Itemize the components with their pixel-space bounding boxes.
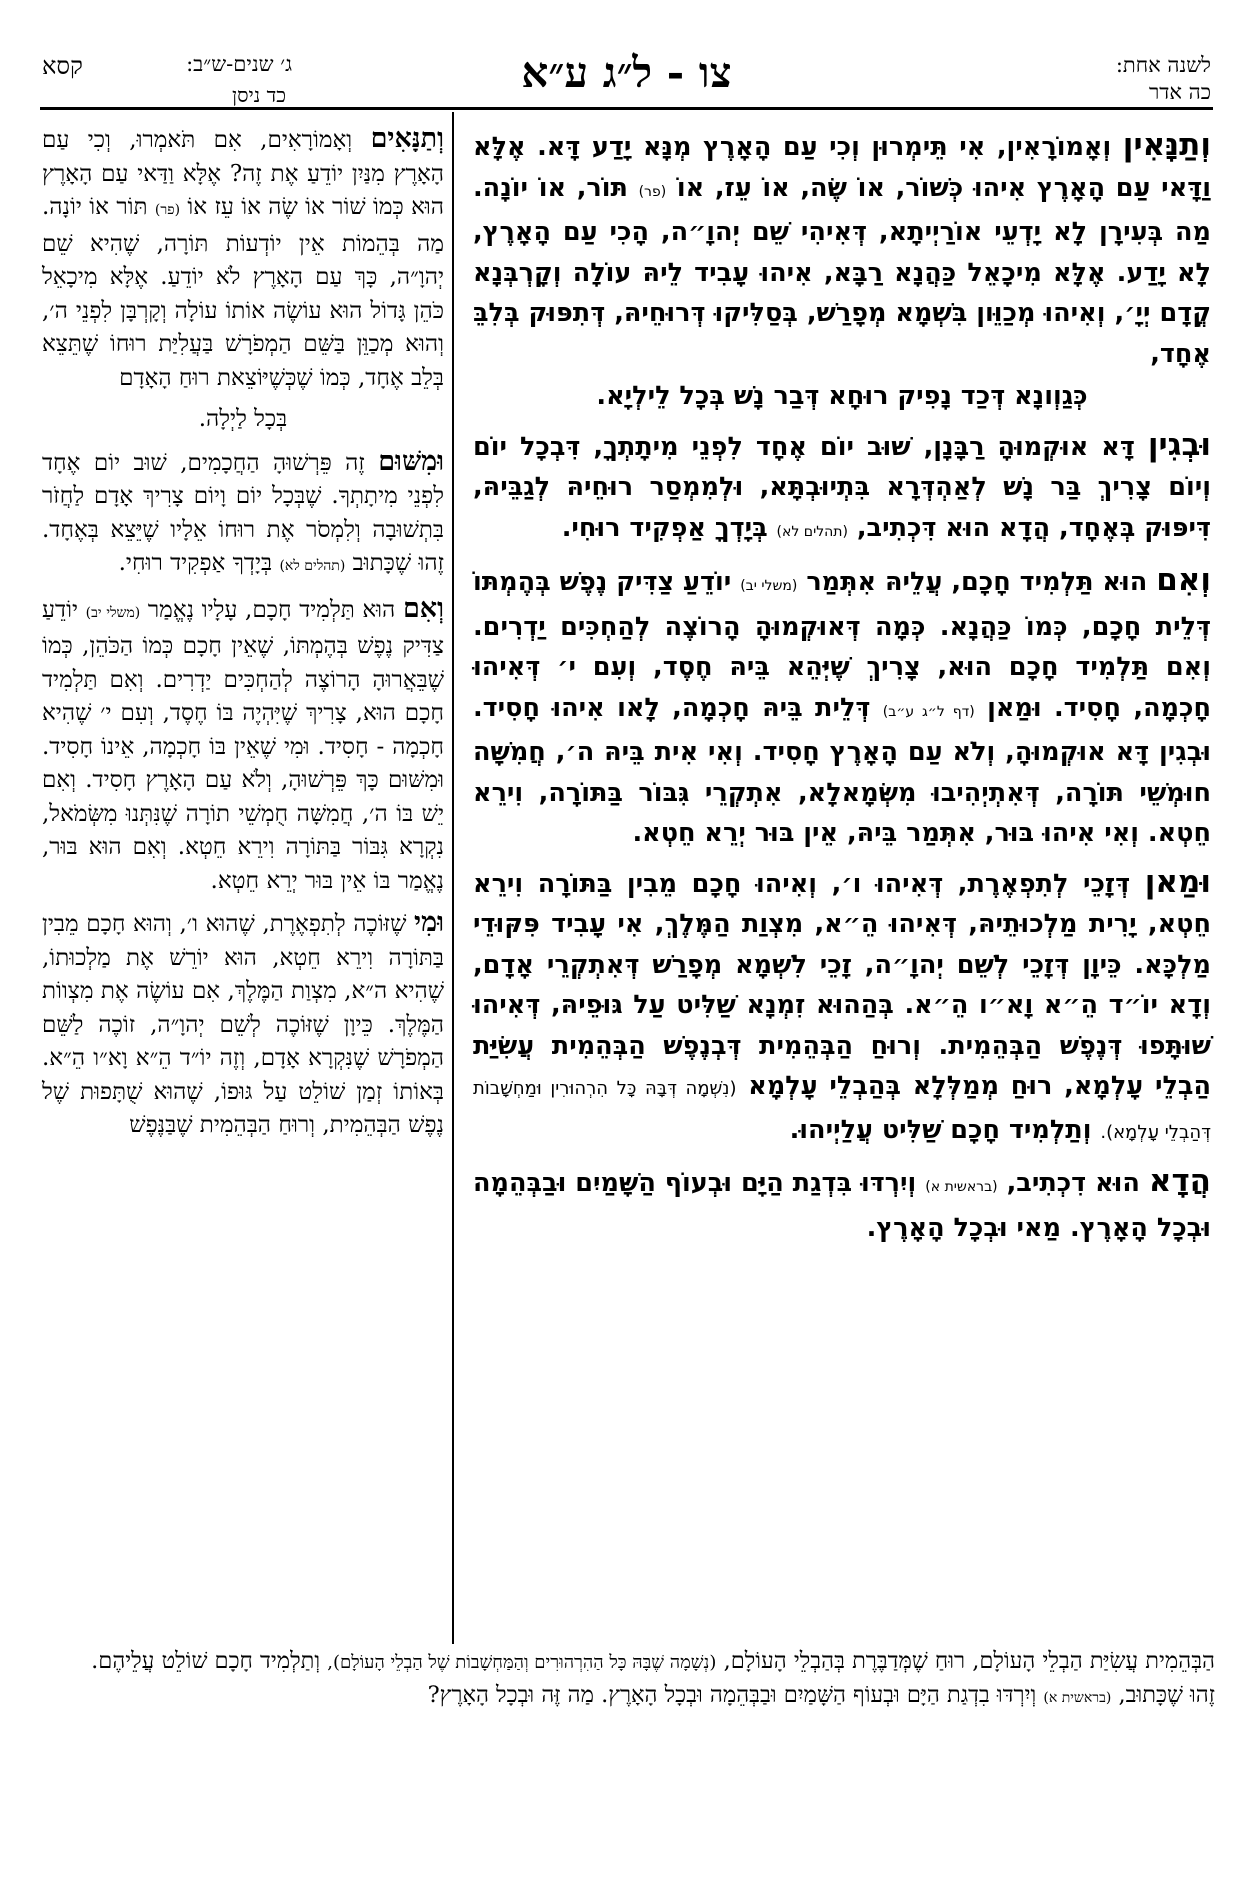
side-paragraph-4 [42,906,444,1143]
text-run: וְאָמוֹרָאִים, אִם תֹּאמְרוּ, וְכִי עַם הָאָרֶץ מִנַּיִן יוֹדֵעַ אֶת זֶה? אֶלָּא וַדַּאי עַם הָאָרֶץ הוּא כְּמוֹ שׁוֹר אוֹ שֶׂה אוֹ עֵז אוֹ [42,127,445,220]
translation-column [42,122,444,1151]
header-rule [40,107,1213,110]
text-run: דָּא אוּקְמוּהָ רַבָּנָן, שׁוּב יוֹם אֶחָד לִפְנֵי מִיתָתְךָ, דִּבְכָל יוֹם וְיוֹם צָרִיךְ בַּר נָשׁ לְאַהְדְּרָא בִּתְיוּבְתָּא, וּלְמִמְסַר רוּחֵיהּ לְגַבֵּיהּ, דִּיפּוּק בְּאֶחָד, הֲדָא הוּא דִּכְתִיב, [473,431,1211,543]
bottom-continuation [42,1645,1215,1714]
source-ref: (משלי יב) [85,604,141,621]
text-run: יוֹדֵעַ צַדִּיק נֶפֶשׁ בְּהֶמְתּוֹ דְּלֵית חָכָם, כְּמוֹ כַּהֲנָא. כְּמָה דְּאוּקְמוּהָ הָרוֹצֶה לְהַחְכִּים יַדְרִים. וְאִם תַּלְמִיד חָכָם הוּא, צָרִיךְ שֶׁיְּהֵא בֵּיהּ חֶסֶד, וְעִם י׳ דְּאִיהוּ חָכְמָה, חָסִיד. וּמַאן [473,567,1211,723]
side-paragraph-2 [42,445,444,584]
source-ref: (בראשית א) [1043,1690,1112,1706]
page-ref: (דף ל״ג ע״ב) [882,703,975,720]
text-run: נֶאֱמַר בּוֹ אֵין בּוּר יְרֵא חֵטְא. [210,867,444,894]
text-run: וְאָמוֹרָאִין, אִי תֵּימְרוּן וְכִי עַם הָאָרֶץ מְנָּא יָדַע דָּא. אֶלָּא וַדָּאי עַם הָאָרֶץ אִיהוּ כְּשׁוֹר, אוֹ שֶׂה, אוֹ עֵז, אוֹ [473,132,1211,203]
text-run: זֶה פֵּרְשׁוּהָ הַחֲכָמִים, שׁוּב יוֹם אֶחָד לִפְנֵי מִיתָתְךָ. שֶׁבְּכָל יוֹם וָיוֹם צָרִיךְ אָדָם לַחֲזֹר בִּתְשׁוּבָה וְלִמְסֹר אֶת רוּחוֹ אֵלָיו שֶׁיֵּצֵא בְּאֶחָד. זֶהוּ שֶׁכָּתוּב [42,449,444,576]
opening-word: וּמִשּׁוּם [378,445,444,477]
header-right [961,52,1211,106]
opening-word: וְאִם [402,592,445,624]
opening-word: וְתַנָּאִים [370,123,444,154]
text-run: דְּזָכֵי לְתִפְאֶרֶת, דְּאִיהוּ ו׳, וְאִיהוּ חָכָם מֵבִין בַּתּוֹרָה וִירֵא חֵטְא, יָרִית מַלְכוּתֵיהּ, דְּאִיהוּ הֵ״א, מִצְוַת הַמֶּלֶךְ, אִי עָבִיד פִּקּוּדֵי מַלְכָּא. כֵּיוָן דְּזָכֵי לְשֵׁם יְהוָ״ה, זָכֵי לִשְׁמָא מְפָרַשׁ דְּאִתְקְרֵי אָדָם, וְדָא יוֹ״ד הֵ״א וָא״ו הֵ״א. בְּהַהוּא זִמְנָא שַׁלִּיט עַל גּוּפֵיהּ, דְּאִיהוּ שׁוּתָּפוּ דְּנֶפֶשׁ הַבְּהֵמִית. וְרוּחַ הַבְּהֵמִית דְּבְנֶפֶשׁ הַבְּהֵמִית עֲשִׂיַּת הַבְלֵי עָלְמָא, רוּחַ מְמַלְּלָא בְּהַבְלֵי עָלְמָא [473,868,1211,1101]
page-title: צו - ל״ג ע״א [521,48,732,97]
text-run: וְיִרְדּוּ בִדְגַת הַיָּם וּבְעוֹף הַשָּׁמַיִם וּבַבְּהֵמָה וּבְכָל הָאָרֶץ. מַה זֶּה וּבְכָל הָאָרֶץ? [427,1682,1037,1708]
source-ref: (בראשית א) [925,1179,998,1195]
text-run: בְּיָדְךָ אַפְקִיד רוּחִי. [118,550,273,576]
text-run: הוּא תַּלְמִיד חָכָם, עָלָיו נֶאֱמַר [147,596,396,623]
source-ref: (תהלים לא) [776,523,848,540]
side-paragraph-1 [42,122,444,395]
source-ref: (פר) [154,202,181,218]
column-divider [452,112,454,1644]
source-ref: (תהלים לא) [279,558,346,574]
opening-word: וְתַנָּאִין [1122,127,1211,163]
main-paragraph-1 [473,125,1211,374]
text-run: הוּא תַּלְמִיד חָכָם, עֲלֵיהּ אִתְּמַר [806,567,1148,597]
text-run: וְתַלְמִיד חָכָם שׁוֹלֵט עֲלֵיהֶם. [91,1648,321,1674]
main-paragraph-1-end: כְּגַוְונָא דְּכַד נָפִיק רוּחָא דְּבַר נָשׁ בְּכָל לֵילְיָא. [596,381,1088,411]
text-run: זֶהוּ שֶׁכָּתוּב, [1118,1682,1215,1708]
main-paragraph-4 [473,862,1211,1154]
text-run: בְּיָדְךָ אַפְקִיד רוּחִי. [561,512,768,543]
side-paragraph-3 [42,592,444,899]
text-run: וְיִרְדּוּ בִּדְגַת הַיָּם וּבְעוֹף הַשָּׁמַיִם וּבַבְּהֵמָה וּבְכָל הָאָרֶץ. מַאי וּבְכָל הָאָרֶץ. [473,1168,1211,1243]
text-run: שֶׁזּוֹכֶה לְתִפְאֶרֶת, שֶׁהוּא ו׳, וְהוּא חָכָם מֵבִין בַּתּוֹרָה וִירֵא חֵטְא, הוּא יוֹרֵשׁ אֶת מַלְכוּתוֹ, שֶׁהִיא ה״א, מִצְוַת הַמֶּלֶךְ, אִם עוֹשֶׂה אֶת מִצְווֹת הַמֶּלֶךְ. כֵּיוָן שֶׁזּוֹכֶה לְשֵׁם יְהוָ״ה, זוֹכֶה לַשֵּׁם הַמְפֹרָשׁ שֶׁנִּקְרָא אָדָם, וְזֶה יוֹ״ד הֵ״א וָא״ו הֵ״א. בְּאוֹתוֹ זְמַן שׁוֹלֵט עַל גּוּפוֹ, שֶׁהוּא שֻׁתָּפוּת שֶׁל נֶפֶשׁ הַבְּהֵמִית, וְרוּחַ הַבְּהֵמִית שֶׁבַּנֶּפֶשׁ [42,911,444,1138]
parenthetical-note: (נִשְׁמָה דְּבָּהּ כָּל הִרְהוּרִין וּמַחְשָׁבוֹת דְּהַבְלֵי עָלְמָא). [473,1078,1211,1143]
text-run: יוֹדֵעַ צַדִּיק נֶפֶשׁ בְּהֶמְתּוֹ, שֶׁאֵין חָכָם כְּמוֹ הַכֹּהֵן, כְּמוֹ שֶׁבֵּאֲרוּהָ הָרוֹצֶה לְהַחְכִּים יַדְרִים. וְאִם תַּלְמִיד חָכָם הוּא, צָרִיךְ שֶׁיִּהְיֶה בּוֹ חֶסֶד, וְעִם י׳ שֶׁהִיא חָכְמָה - חָסִיד. וּמִי שֶׁאֵין בּוֹ חָכְמָה, אֵינוֹ חָסִיד. וּמִשּׁוּם כָּךְ פֵּרְשׁוּהָ, וְלֹא עַם הָאָרֶץ חָסִיד. וְאִם יֵשׁ בּוֹ ה׳, חֲמִשָּׁה חֻמְשֵׁי תוֹרָה שֶׁנִּתְּנוּ מִשְּׂמֹאל, נִקְרָא גִּבּוֹר בַּתּוֹרָה וִירֵא חֵטְא. וְאִם הוּא בּוּר, [42,596,444,860]
bottom-line-2 [42,1679,1215,1714]
source-ref: (פר) [638,183,667,200]
header-years: ג׳ שנים-ש״ב: [186,52,292,76]
opening-word: וּמַאן [1144,863,1211,900]
text-run: תּוֹר, אוֹ יוֹנָה. מַה בְּעִירָן לָא יָדְעֵי אוֹרַיְיתָא, דְּאִיהִי שֵׁם יְהוָ״ה, הָכִי עַם הָאָרֶץ, לָא יָדַע. אֶלָּא מִיכָאֵל כַּהֲנָא רַבָּא, אִיהוּ עָבִיד לֵיהּ עוֹלָה וְקָרְבְּנָא קֳדָם יְיָ׳, וְאִיהוּ מְכַוֵּון בִּשְׁמָא מְפָרַשׁ, בְּסַלִּיקוּ דְּרוּחֵיהּ, דְּתִפּוּק בְּלִבֵּ אֶחָד, [473,172,1211,369]
text-run: הַבְּהֵמִית עֲשִׂיַּת הַבְלֵי הָעוֹלָם, רוּחַ שֶׁמְּדַבֶּרֶת בְּהַבְלֵי הָעוֹלָם, [723,1648,1215,1674]
text-run: תּוֹר אוֹ יוֹנָה. מַה בְּהֵמוֹת אֵין יוֹדְעוֹת תּוֹרָה, שֶׁהִיא שֵׁם יְהוָ״ה, כָּךְ עַם הָאָרֶץ לֹא יוֹדֵעַ. אֶלָּא מִיכָאֵל כֹּהֵן גָּדוֹל הוּא עוֹשֶׂה אוֹתוֹ עוֹלָה וְקָרְבָּן לִפְנֵי ה׳, וְהוּא מְכַוֵּן בַּשֵּׁם הַמְפֹרָשׁ בַּעֲלִיַּת רוּחוֹ שֶׁתֵּצֵא בְּלֵב אֶחָד, כְּמוֹ שֶׁכְּשֶׁיּוֹצֵאת רוּחַ הָאָדָם [42,194,444,391]
text-run: דְּלֵית בֵּיהּ חָכְמָה, לָאו אִיהוּ חָסִיד. וּבְגִין דָּא אוּקְמוּהָ, וְלֹא עַם הָאָרֶץ חָסִיד. וְאִי אִית בֵּיהּ ה׳, חֲמִשָּׁה חוּמְשֵׁי תּוֹרָה, דְּאִתְיְהִיבוּ מִשְּׂמָאלָא, אִתְקְרֵי גִּבּוֹר בַּתּוֹרָה, וִירֵא חֵטְא. וְאִי אִיהוּ בּוּר, אִתְּמַר בֵּיהּ, אֵין בּוּר יְרֵא חֵטְא. [473,692,1211,848]
parenthetical-note: (נְשָׁמָה שֶׁבָּהּ כָּל הַהִרְהוּרִים וְהַמַּחְשָׁבוֹת שֶׁל הַבְלֵי הָעוֹלָם), [327,1652,717,1673]
text-run: וְתַלְמִיד חָכָם שַׁלִּיט עֲלַיְיהוּ. [789,1114,1092,1145]
opening-word: וְאִם [1156,562,1211,598]
main-paragraph-5 [473,1161,1211,1248]
opening-word: וּבְגִין [1147,426,1211,463]
main-paragraph-2 [473,425,1211,553]
side-paragraph-1-end: בְּכָל לַיְלָה. [198,406,288,432]
bottom-line-1 [42,1645,1215,1679]
source-ref: (משלי יב) [740,578,798,594]
header-left-date: כד ניסן [232,83,286,107]
text-run: הוּא דִכְתִיב, [1006,1168,1140,1198]
header-one-year: לשנה אחת: [1115,53,1211,77]
opening-word: וּמִי [414,907,444,938]
main-text-column [473,125,1211,1256]
main-paragraph-3 [473,560,1211,854]
header-right-date: כה אדר [1148,80,1211,104]
opening-word: הֲדָא [1148,1163,1211,1199]
page-number: קסא [42,52,83,80]
